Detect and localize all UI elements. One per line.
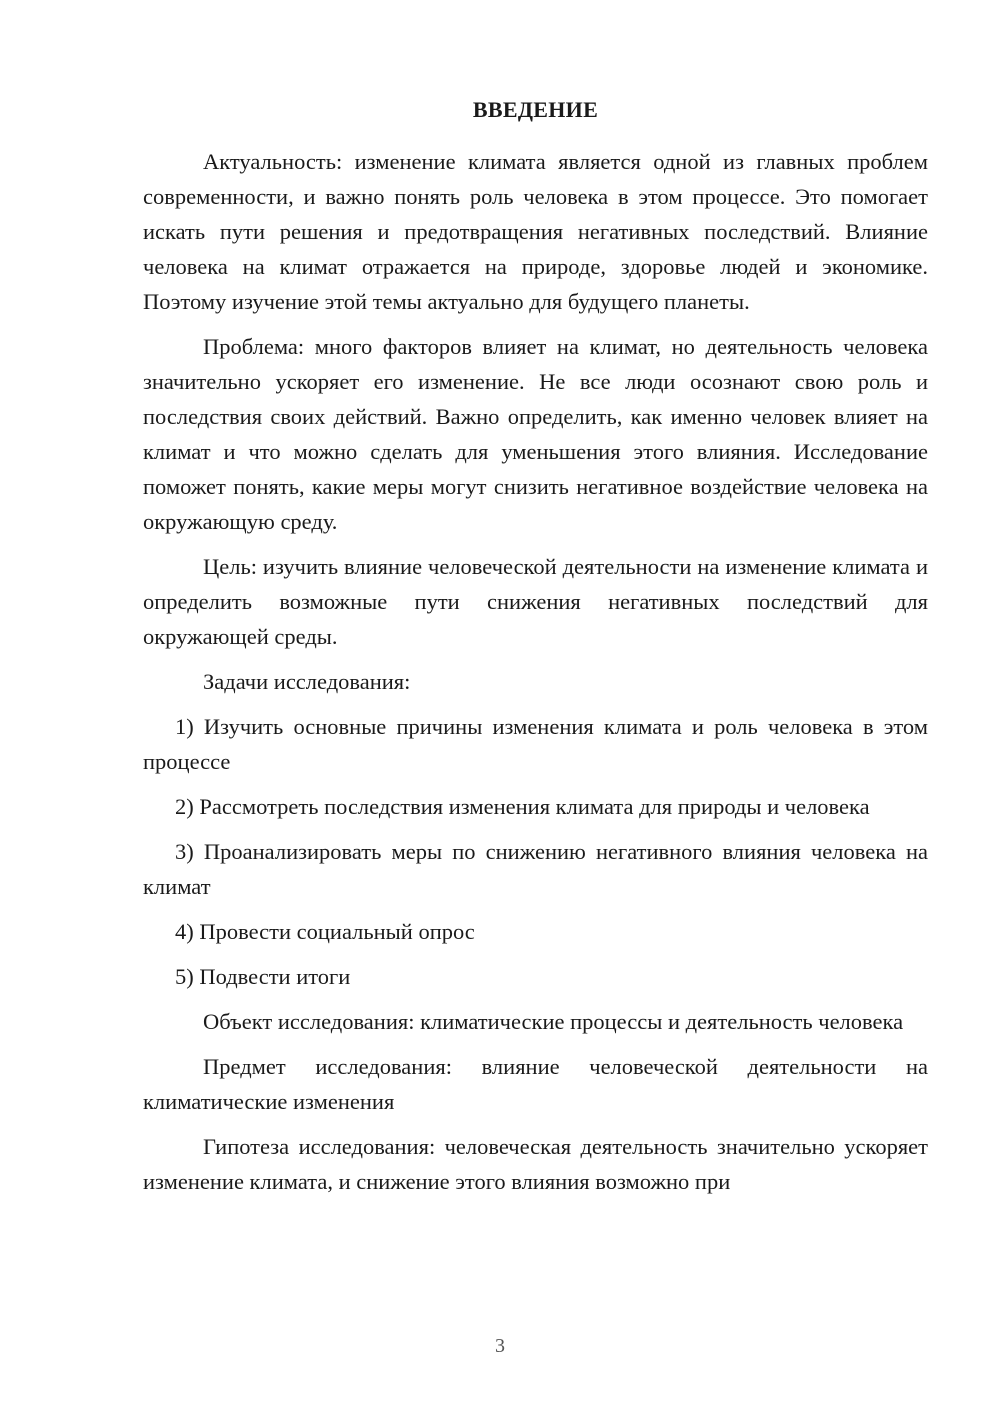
paragraph-object: Объект исследования: климатические процессы и деятельность человека	[203, 1009, 904, 1034]
paragraph-problem: Проблема: много факторов влияет на климат, но деятельность человека значительно ускоряет его изменение. Не все люди осознают свою роль и последствия своих действий. Важно определить, как именно человек влияет на климат и что можно сделать для уменьшения этого влияния. Исследование поможет понять, какие меры могут снизить негативное воздействие человека на окружающую среду.	[143, 334, 928, 534]
paragraph-tasks-heading: Задачи исследования:	[203, 669, 411, 694]
paragraph-hypothesis: Гипотеза исследования: человеческая деятельность значительно ускоряет изменение климата, и снижение этого влияния возможно при	[143, 1134, 928, 1194]
paragraph-goal: Цель: изучить влияние человеческой деятельности на изменение климата и определить возможные пути снижения негативных последствий для окружающей среды.	[143, 554, 928, 649]
task-item: 2) Рассмотреть последствия изменения климата для природы и человека	[175, 794, 870, 819]
task-item: 1) Изучить основные причины изменения климата и роль человека в этом процессе	[143, 714, 928, 774]
paragraph-subject: Предмет исследования: влияние человеческой деятельности на климатические изменения	[143, 1054, 928, 1114]
page-number: 3	[495, 1335, 505, 1357]
section-title: ВВЕДЕНИЕ	[472, 97, 599, 122]
document-page	[143, 96, 928, 1209]
task-item: 4) Провести социальный опрос	[175, 919, 475, 944]
paragraph-relevance: Актуальность: изменение климата является одной из главных проблем современности, и важно понять роль человека в этом процессе. Это помогает искать пути решения и предотвращения негативных последствий. Влияние человека на климат отражается на природе, здоровье людей и экономике. Поэтому изучение этой темы актуально для будущего планеты.	[143, 149, 928, 314]
task-item: 5) Подвести итоги	[175, 964, 351, 989]
task-item: 3) Проанализировать меры по снижению негативного влияния человека на климат	[143, 839, 928, 899]
